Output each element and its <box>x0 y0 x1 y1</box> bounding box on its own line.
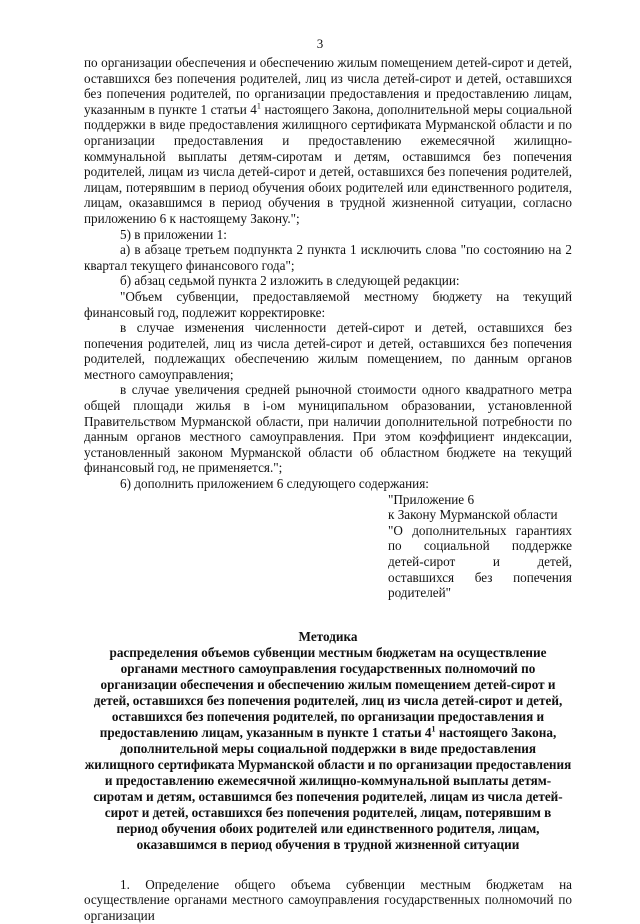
annex-line-2: к Закону Мурманской области <box>388 507 558 523</box>
page-number: 3 <box>316 36 324 51</box>
item-6: 6) дополнить приложением 6 следующего содержания: <box>120 476 429 492</box>
paragraph-text: по организации обеспечения и обеспечению жилым помещением детей-сирот и детей, оставшихся без попечения родителей, лиц из числа детей-сирот и детей, оставшихся без попечения родителей, по организации предоставления и предоставлению лицам, указанным в пункте 1 статьи 4 <box>84 55 572 117</box>
quote-paragraph-1: "Объем субвенции, предоставляемой местному бюджету на текущий финансовый год, подлежит корректировке: <box>84 288 572 320</box>
section-1: 1. Определение общего объема субвенции местным бюджетам на осуществление органами местного самоуправления государственных полномочий по организации <box>84 876 572 923</box>
annex-line-3: "О дополнительных гарантиях по социальной поддержке детей-сирот и детей, оставшихся без попечения родителей" <box>388 522 572 601</box>
superscript: 1 <box>256 101 261 111</box>
method-subtitle <box>84 645 572 853</box>
annex-header <box>388 492 572 601</box>
method-subtitle-tail: настоящего Закона, дополнительной меры социальной поддержки в виде предоставления жилищного сертификата Мурманской области и по организации предоставления и предоставлению ежемесячной жилищно-коммунальной выплаты детям-сиротам и детям, оставшимся без попечения родителей, лицам из числа детей-сирот и детей, оставшихся без попечения родителей, лицам, потерявшим в период обучения обоих родителей или единственного родителя, лицам, оказавшимся в период обучения в трудной жизненной ситуации <box>84 724 572 852</box>
annex-line-1: "Приложение 6 <box>388 491 475 507</box>
paragraph-continuation <box>84 55 572 227</box>
method-subtitle-text: распределения объемов субвенции местным бюджетам на осуществление органами местного самоуправления государственных полномочий по организации обеспечения и обеспечению жилым помещением детей-сирот и детей, оставшихся без попечения родителей, лиц из числа детей-сирот и детей, оставшихся без попечения родителей, по организации предоставления и предоставлению лицам, указанным в пункте 1 статьи 4 <box>93 644 563 740</box>
paragraph-text-tail: настоящего Закона, дополнительной меры социальной поддержки в виде предоставления жилищного сертификата Мурманской области и по организации предоставления и предоставлению ежемесячной жилищно-коммунальной выплаты детям-сиротам и детям, оставшимся без попечения родителей, лицам из числа детей-сирот и детей, оставшихся без попечения родителей, лицам, потерявшим в период обучения обоих родителей или единственного родителя, лицам, оказавшимся в период обучения в трудной жизненной ситуации, согласно приложению 6 к настоящему Закону."; <box>84 101 572 226</box>
superscript: 1 <box>431 724 436 734</box>
quote-paragraph-2: в случае изменения численности детей-сирот и детей, оставшихся без попечения родителей, лиц из числа детей-сирот и детей, оставшихся без попечения родителей, подлежащих обеспечению жилым помещением, по данным органов местного самоуправления; <box>84 320 572 382</box>
method-title: Методика <box>298 628 358 644</box>
quote-paragraph-3: в случае увеличения средней рыночной стоимости одного квадратного метра общей площади жилья в i-ом муниципальном образовании, установленной Правительством Мурманской области, при наличии дополнительной потребности по данным органов местного самоуправления. При этом коэффициент индексации, установленный законом Мурманской области об областном бюджете на текущий финансовый год, не применяется."; <box>84 382 572 476</box>
item-5a: а) в абзаце третьем подпункта 2 пункта 1 исключить слова "по состоянию на 2 квартал текущего финансового года"; <box>84 242 572 273</box>
document-body <box>84 55 572 924</box>
item-5: 5) в приложении 1: <box>120 226 227 242</box>
item-5b: б) абзац седьмой пункта 2 изложить в следующей редакции: <box>120 273 460 289</box>
